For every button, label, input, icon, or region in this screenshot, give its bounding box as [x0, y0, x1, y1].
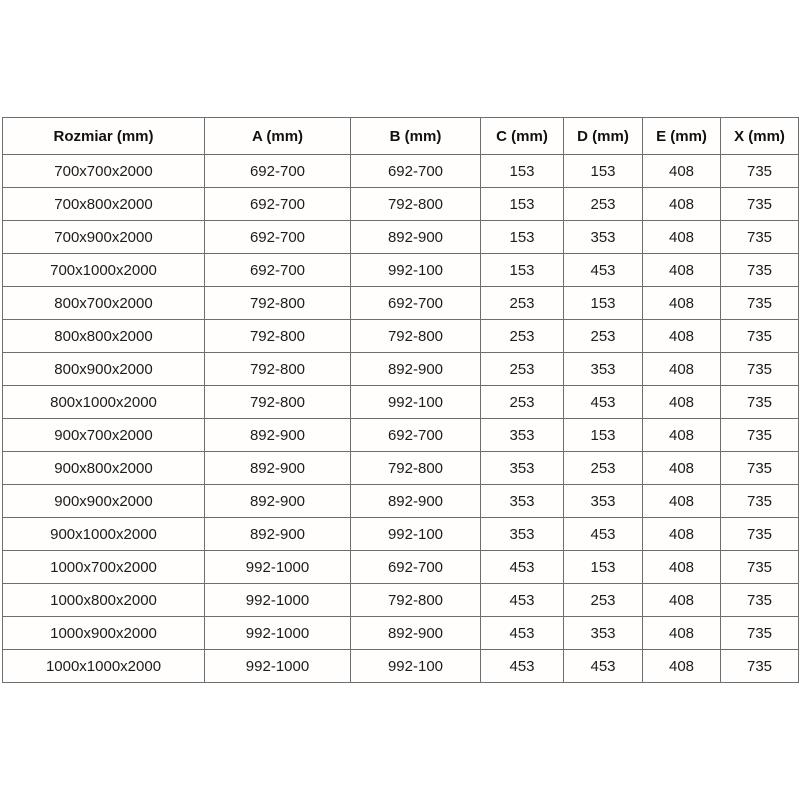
table-cell: 700x1000x2000 [3, 254, 205, 287]
table-cell: 408 [643, 254, 721, 287]
table-cell: 735 [721, 353, 799, 386]
table-cell: 792-800 [351, 584, 481, 617]
table-cell: 900x1000x2000 [3, 518, 205, 551]
table-row [3, 254, 799, 287]
table-cell: 792-800 [351, 320, 481, 353]
table-cell: 253 [564, 584, 643, 617]
table-body [3, 155, 799, 683]
size-spec-table [2, 117, 799, 683]
table-cell: 692-700 [351, 419, 481, 452]
table-cell: 692-700 [205, 254, 351, 287]
column-header-rozmiar: Rozmiar (mm) [3, 118, 205, 155]
table-row [3, 386, 799, 419]
table-cell: 253 [564, 452, 643, 485]
table-cell: 735 [721, 551, 799, 584]
table-header-row [3, 118, 799, 155]
column-header-c: C (mm) [481, 118, 564, 155]
table-header [3, 118, 799, 155]
table-cell: 253 [481, 353, 564, 386]
table-cell: 408 [643, 584, 721, 617]
table-cell: 992-1000 [205, 551, 351, 584]
table-cell: 792-800 [205, 287, 351, 320]
table-row [3, 518, 799, 551]
table-cell: 992-1000 [205, 584, 351, 617]
table-cell: 453 [564, 254, 643, 287]
table-cell: 992-1000 [205, 650, 351, 683]
table-cell: 892-900 [351, 221, 481, 254]
table-cell: 735 [721, 650, 799, 683]
table-cell: 792-800 [205, 353, 351, 386]
table-cell: 735 [721, 320, 799, 353]
table-cell: 900x800x2000 [3, 452, 205, 485]
table-cell: 735 [721, 485, 799, 518]
table-cell: 700x800x2000 [3, 188, 205, 221]
table-row [3, 452, 799, 485]
table-cell: 692-700 [351, 551, 481, 584]
table-row [3, 320, 799, 353]
table-cell: 153 [481, 254, 564, 287]
table-cell: 700x900x2000 [3, 221, 205, 254]
table-row [3, 353, 799, 386]
table-cell: 353 [564, 221, 643, 254]
table-cell: 735 [721, 155, 799, 188]
table-cell: 1000x800x2000 [3, 584, 205, 617]
table-cell: 900x700x2000 [3, 419, 205, 452]
table-cell: 408 [643, 650, 721, 683]
table-cell: 408 [643, 485, 721, 518]
table-cell: 253 [564, 188, 643, 221]
table-cell: 153 [481, 155, 564, 188]
table-cell: 408 [643, 353, 721, 386]
table-cell: 800x800x2000 [3, 320, 205, 353]
table-cell: 735 [721, 221, 799, 254]
table-cell: 408 [643, 617, 721, 650]
table-cell: 153 [564, 419, 643, 452]
table-cell: 992-100 [351, 650, 481, 683]
table-cell: 792-800 [205, 386, 351, 419]
table-cell: 1000x700x2000 [3, 551, 205, 584]
table-cell: 892-900 [351, 617, 481, 650]
table-cell: 453 [564, 386, 643, 419]
table-cell: 692-700 [205, 221, 351, 254]
table-cell: 453 [564, 650, 643, 683]
table-row [3, 584, 799, 617]
table-cell: 992-100 [351, 518, 481, 551]
table-cell: 892-900 [205, 452, 351, 485]
table-cell: 735 [721, 419, 799, 452]
table-cell: 800x1000x2000 [3, 386, 205, 419]
table-row [3, 188, 799, 221]
table-cell: 800x900x2000 [3, 353, 205, 386]
table-row [3, 650, 799, 683]
table-cell: 735 [721, 287, 799, 320]
table-cell: 153 [564, 551, 643, 584]
table-cell: 692-700 [351, 155, 481, 188]
table-cell: 792-800 [351, 188, 481, 221]
column-header-e: E (mm) [643, 118, 721, 155]
table-cell: 408 [643, 386, 721, 419]
table-cell: 353 [481, 485, 564, 518]
table-cell: 453 [564, 518, 643, 551]
table-cell: 408 [643, 518, 721, 551]
table-cell: 408 [643, 188, 721, 221]
table-cell: 735 [721, 188, 799, 221]
column-header-a: A (mm) [205, 118, 351, 155]
table-cell: 253 [481, 287, 564, 320]
table-cell: 900x900x2000 [3, 485, 205, 518]
table-cell: 692-700 [205, 188, 351, 221]
table-cell: 735 [721, 584, 799, 617]
table-cell: 408 [643, 287, 721, 320]
column-header-b: B (mm) [351, 118, 481, 155]
column-header-x: X (mm) [721, 118, 799, 155]
table-cell: 453 [481, 617, 564, 650]
table-cell: 408 [643, 419, 721, 452]
table-cell: 153 [481, 188, 564, 221]
table-cell: 408 [643, 155, 721, 188]
table-cell: 735 [721, 452, 799, 485]
table-row [3, 155, 799, 188]
table-cell: 735 [721, 254, 799, 287]
table-row [3, 551, 799, 584]
table-cell: 700x700x2000 [3, 155, 205, 188]
table-cell: 353 [564, 485, 643, 518]
table-cell: 792-800 [351, 452, 481, 485]
table-cell: 892-900 [205, 518, 351, 551]
table-cell: 735 [721, 386, 799, 419]
table-cell: 253 [481, 386, 564, 419]
table-cell: 792-800 [205, 320, 351, 353]
table-cell: 353 [564, 353, 643, 386]
table-cell: 892-900 [205, 485, 351, 518]
table-cell: 253 [564, 320, 643, 353]
table-cell: 892-900 [205, 419, 351, 452]
table-row [3, 221, 799, 254]
table-cell: 353 [481, 452, 564, 485]
table-cell: 153 [481, 221, 564, 254]
table-cell: 453 [481, 650, 564, 683]
table-cell: 408 [643, 452, 721, 485]
table-cell: 408 [643, 221, 721, 254]
table-cell: 692-700 [351, 287, 481, 320]
table-cell: 992-100 [351, 254, 481, 287]
table-cell: 353 [481, 419, 564, 452]
table-row [3, 617, 799, 650]
table-cell: 353 [564, 617, 643, 650]
table-row [3, 419, 799, 452]
table-cell: 453 [481, 584, 564, 617]
table-row [3, 287, 799, 320]
table-cell: 353 [481, 518, 564, 551]
table-cell: 692-700 [205, 155, 351, 188]
table-cell: 153 [564, 155, 643, 188]
table-cell: 1000x900x2000 [3, 617, 205, 650]
table-cell: 892-900 [351, 485, 481, 518]
table-cell: 453 [481, 551, 564, 584]
table-row [3, 485, 799, 518]
table-cell: 408 [643, 551, 721, 584]
table-cell: 153 [564, 287, 643, 320]
table-cell: 253 [481, 320, 564, 353]
table-cell: 735 [721, 617, 799, 650]
table-cell: 1000x1000x2000 [3, 650, 205, 683]
table-cell: 992-1000 [205, 617, 351, 650]
column-header-d: D (mm) [564, 118, 643, 155]
table-cell: 800x700x2000 [3, 287, 205, 320]
table-cell: 992-100 [351, 386, 481, 419]
table-cell: 892-900 [351, 353, 481, 386]
table-cell: 408 [643, 320, 721, 353]
table-cell: 735 [721, 518, 799, 551]
